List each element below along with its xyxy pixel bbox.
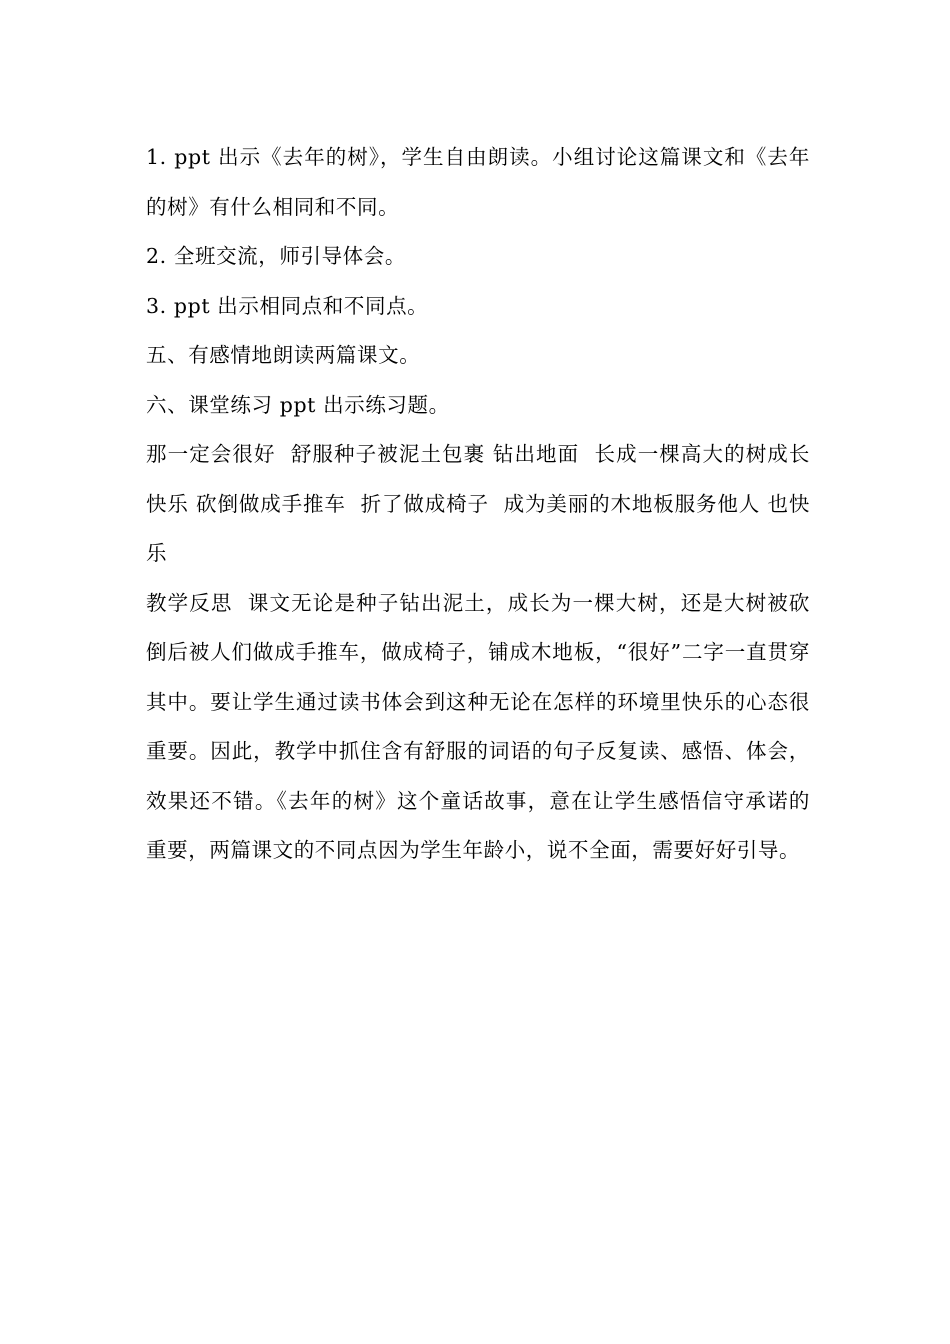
paragraph-reflection: 教学反思 课文无论是种子钻出泥土，成长为一棵大树，还是大树被砍倒后被人们做成手推车，做成椅子，铺成木地板，“很好”二字一直贯穿其中。要让学生通过读书体会到这种无论在怎样的环境里快乐的心态很重要。因此，教学中抓住含有舒服的词语的句子反复读、感悟、体会，效果还不错。《去年的树》这个童话故事，意在让学生感悟信守承诺的重要，两篇课文的不同点因为学生年龄小，说不全面，需要好好引导。 (146, 590, 810, 862)
paragraph-step-2: 2. 全班交流，师引导体会。 (146, 244, 406, 268)
paragraph-step-3: 3. ppt 出示相同点和不同点。 (146, 293, 429, 318)
paragraph-section-6: 六、课堂练习 ppt 出示练习题。 (146, 392, 450, 417)
document-body (146, 133, 810, 876)
paragraph-section-5: 五、有感情地朗读两篇课文。 (146, 343, 421, 367)
paragraph-step-1: 1. ppt 出示《去年的树》，学生自由朗读。小组讨论这篇课文和《去年的树》有什么相同和不同。 (146, 145, 810, 219)
paragraph-exercise: 那一定会很好 舒服种子被泥土包裹 钻出地面 长成一棵高大的树成长快乐 砍倒做成手推车 折了做成椅子 成为美丽的木地板服务他人 也快乐 (146, 442, 810, 565)
